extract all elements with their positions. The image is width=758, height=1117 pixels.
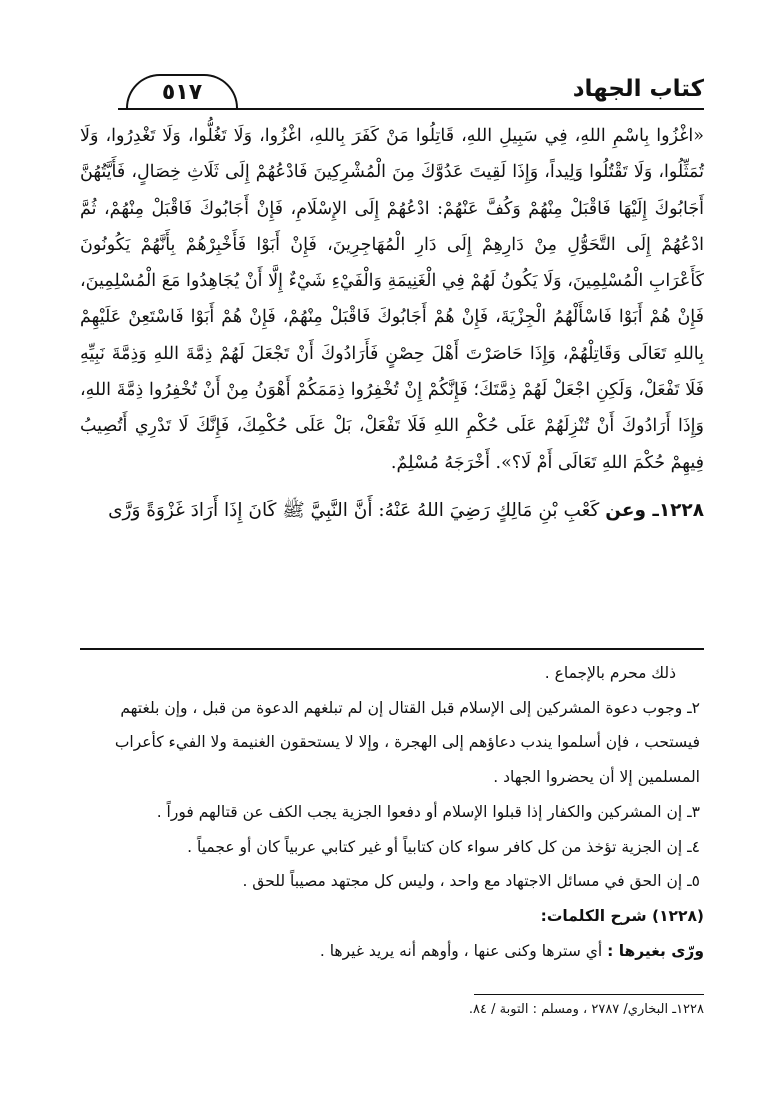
reference-note: ١٢٢٨ـ البخاري/ ٢٧٨٧ ، ومسلم : التوبة / ٨٤.: [468, 1002, 704, 1017]
main-text: [80, 118, 704, 529]
hadith-1228: [80, 493, 704, 529]
word-term: ورّى بغيرها :: [607, 941, 704, 960]
note-item-1-continued: ذلك محرم بالإجماع .: [544, 664, 676, 682]
note-item-5: ٥ـ إن الحق في مسائل الاجتهاد مع واحد ، وليس كل مجتهد مصيباً للحق .: [242, 872, 700, 891]
note-item-4: ٤ـ إن الجزية تؤخذ من كل كافر سواء كان كتابياً أو غير كتابي عربياً كان أو عجمياً .: [187, 837, 700, 856]
word-definition-text: أي سترها وكنى عنها ، وأوهم أنه يريد غيرها .: [319, 941, 603, 960]
notes-section: [80, 656, 704, 968]
words-heading: (١٢٢٨) شرح الكلمات:: [540, 906, 704, 925]
footnote-divider: [80, 648, 704, 650]
hadith-1228-text: كَعْبِ بْنِ مَالِكٍ رَضِيَ اللهُ عَنْهُ: أَنَّ النَّبِيَّ ﷺ كَانَ إِذَا أَرَادَ غَزْوَةً وَرَّى: [108, 499, 600, 521]
note-item-3: ٣ـ إن المشركين والكفار إذا قبلوا الإسلام أو دفعوا الجزية يجب الكف عن قتالهم فوراً .: [156, 802, 700, 821]
note-item-2: ٢ـ وجوب دعوة المشركين إلى الإسلام قبل القتال إن لم تبلغهم الدعوة من قبل ، وإن بلغتهم فيستحب ، فإن أسلموا يندب دعاؤهم إلى الهجرة ، وإلا لا يستحقون الغنيمة ولا الفيء كأعراب المسلمين إلا أن يحضروا الجهاد .: [114, 698, 700, 787]
hadith-text: «اغْزُوا بِاسْمِ اللهِ، فِي سَبِيلِ اللهِ، قَاتِلُوا مَنْ كَفَرَ بِاللهِ، اغْزُوا، وَلَا تَغُلُّوا، وَلَا تَغْدِرُوا، وَلَا تُمَثِّلُوا، وَلَا تَقْتُلُوا وَلِيداً، وَإِذَا لَقِيتَ عَدُوَّكَ مِنَ الْمُشْرِكِينَ فَادْعُهُمْ إِلَى ثَلَاثِ خِصَالٍ، فَأَيَّتُهُنَّ أَجَابُوكَ إِلَيْهَا فَاقْبَلْ مِنْهُمْ وَكُفَّ عَنْهُمْ: ادْعُهُمْ إِلَى الإِسْلَامِ، فَإِنْ أَجَابُوكَ فَاقْبَلْ مِنْهُمْ، ثُمَّ ادْعُهُمْ إِلَى التَّحَوُّلِ مِنْ دَارِهِمْ إِلَى دَارِ الْمُهَاجِرِينَ، فَإِنْ أَبَوْا فَأَخْبِرْهُمْ بِأَنَّهُمْ يَكُونُونَ كَأَعْرَابِ الْمُسْلِمِينَ، وَلَا يَكُونُ لَهُمْ فِي الْغَنِيمَةِ وَالْفَيْءِ شَيْءٌ إِلَّا أَنْ يُجَاهِدُوا مَعَ الْمُسْلِمِينَ، فَإِنْ هُمْ أَبَوْا فَاسْأَلْهُمُ الْجِزْيَةَ، فَإِنْ هُمْ أَجَابُوكَ فَاقْبَلْ مِنْهُمْ، فَإِنْ هُمْ أَبَوْا فَاسْتَعِنْ عَلَيْهِمْ بِاللهِ تَعَالَى وَقَاتِلْهُمْ، وَإِذَا حَاصَرْتَ أَهْلَ حِصْنٍ فَأَرَادُوكَ أَنْ تَجْعَلَ لَهُمْ ذِمَّةَ اللهِ وَذِمَّةَ نَبِيِّهِ فَلَا تَفْعَلْ، وَلَكِنِ اجْعَلْ لَهُمْ ذِمَّتَكَ؛ فَإِنَّكُمْ إِنْ تُخْفِرُوا ذِمَمَكُمْ أَهْوَنُ مِنْ أَنْ تُخْفِرُوا ذِمَّةَ اللهِ، وَإِذَا أَرَادُوكَ أَنْ تُنْزِلَهُمْ عَلَى حُكْمِ اللهِ فَلَا تَفْعَلْ، بَلْ عَلَى حُكْمِكَ، فَإِنَّكَ لَا تَدْرِي أَتُصِيبُ فِيهِمْ حُكْمَ اللهِ تَعَالَى أَمْ لَا؟». أَخْرَجَهُ مُسْلِمٌ.: [80, 126, 704, 473]
word-definition: [80, 934, 704, 969]
header-divider: [118, 108, 704, 110]
reference-divider: [474, 994, 704, 995]
page-number: ٥١٧: [126, 74, 238, 108]
hadith-number: ١٢٢٨ـ وعن: [605, 499, 704, 521]
book-title: كتاب الجهاد: [572, 76, 704, 102]
page-header: [118, 74, 704, 110]
